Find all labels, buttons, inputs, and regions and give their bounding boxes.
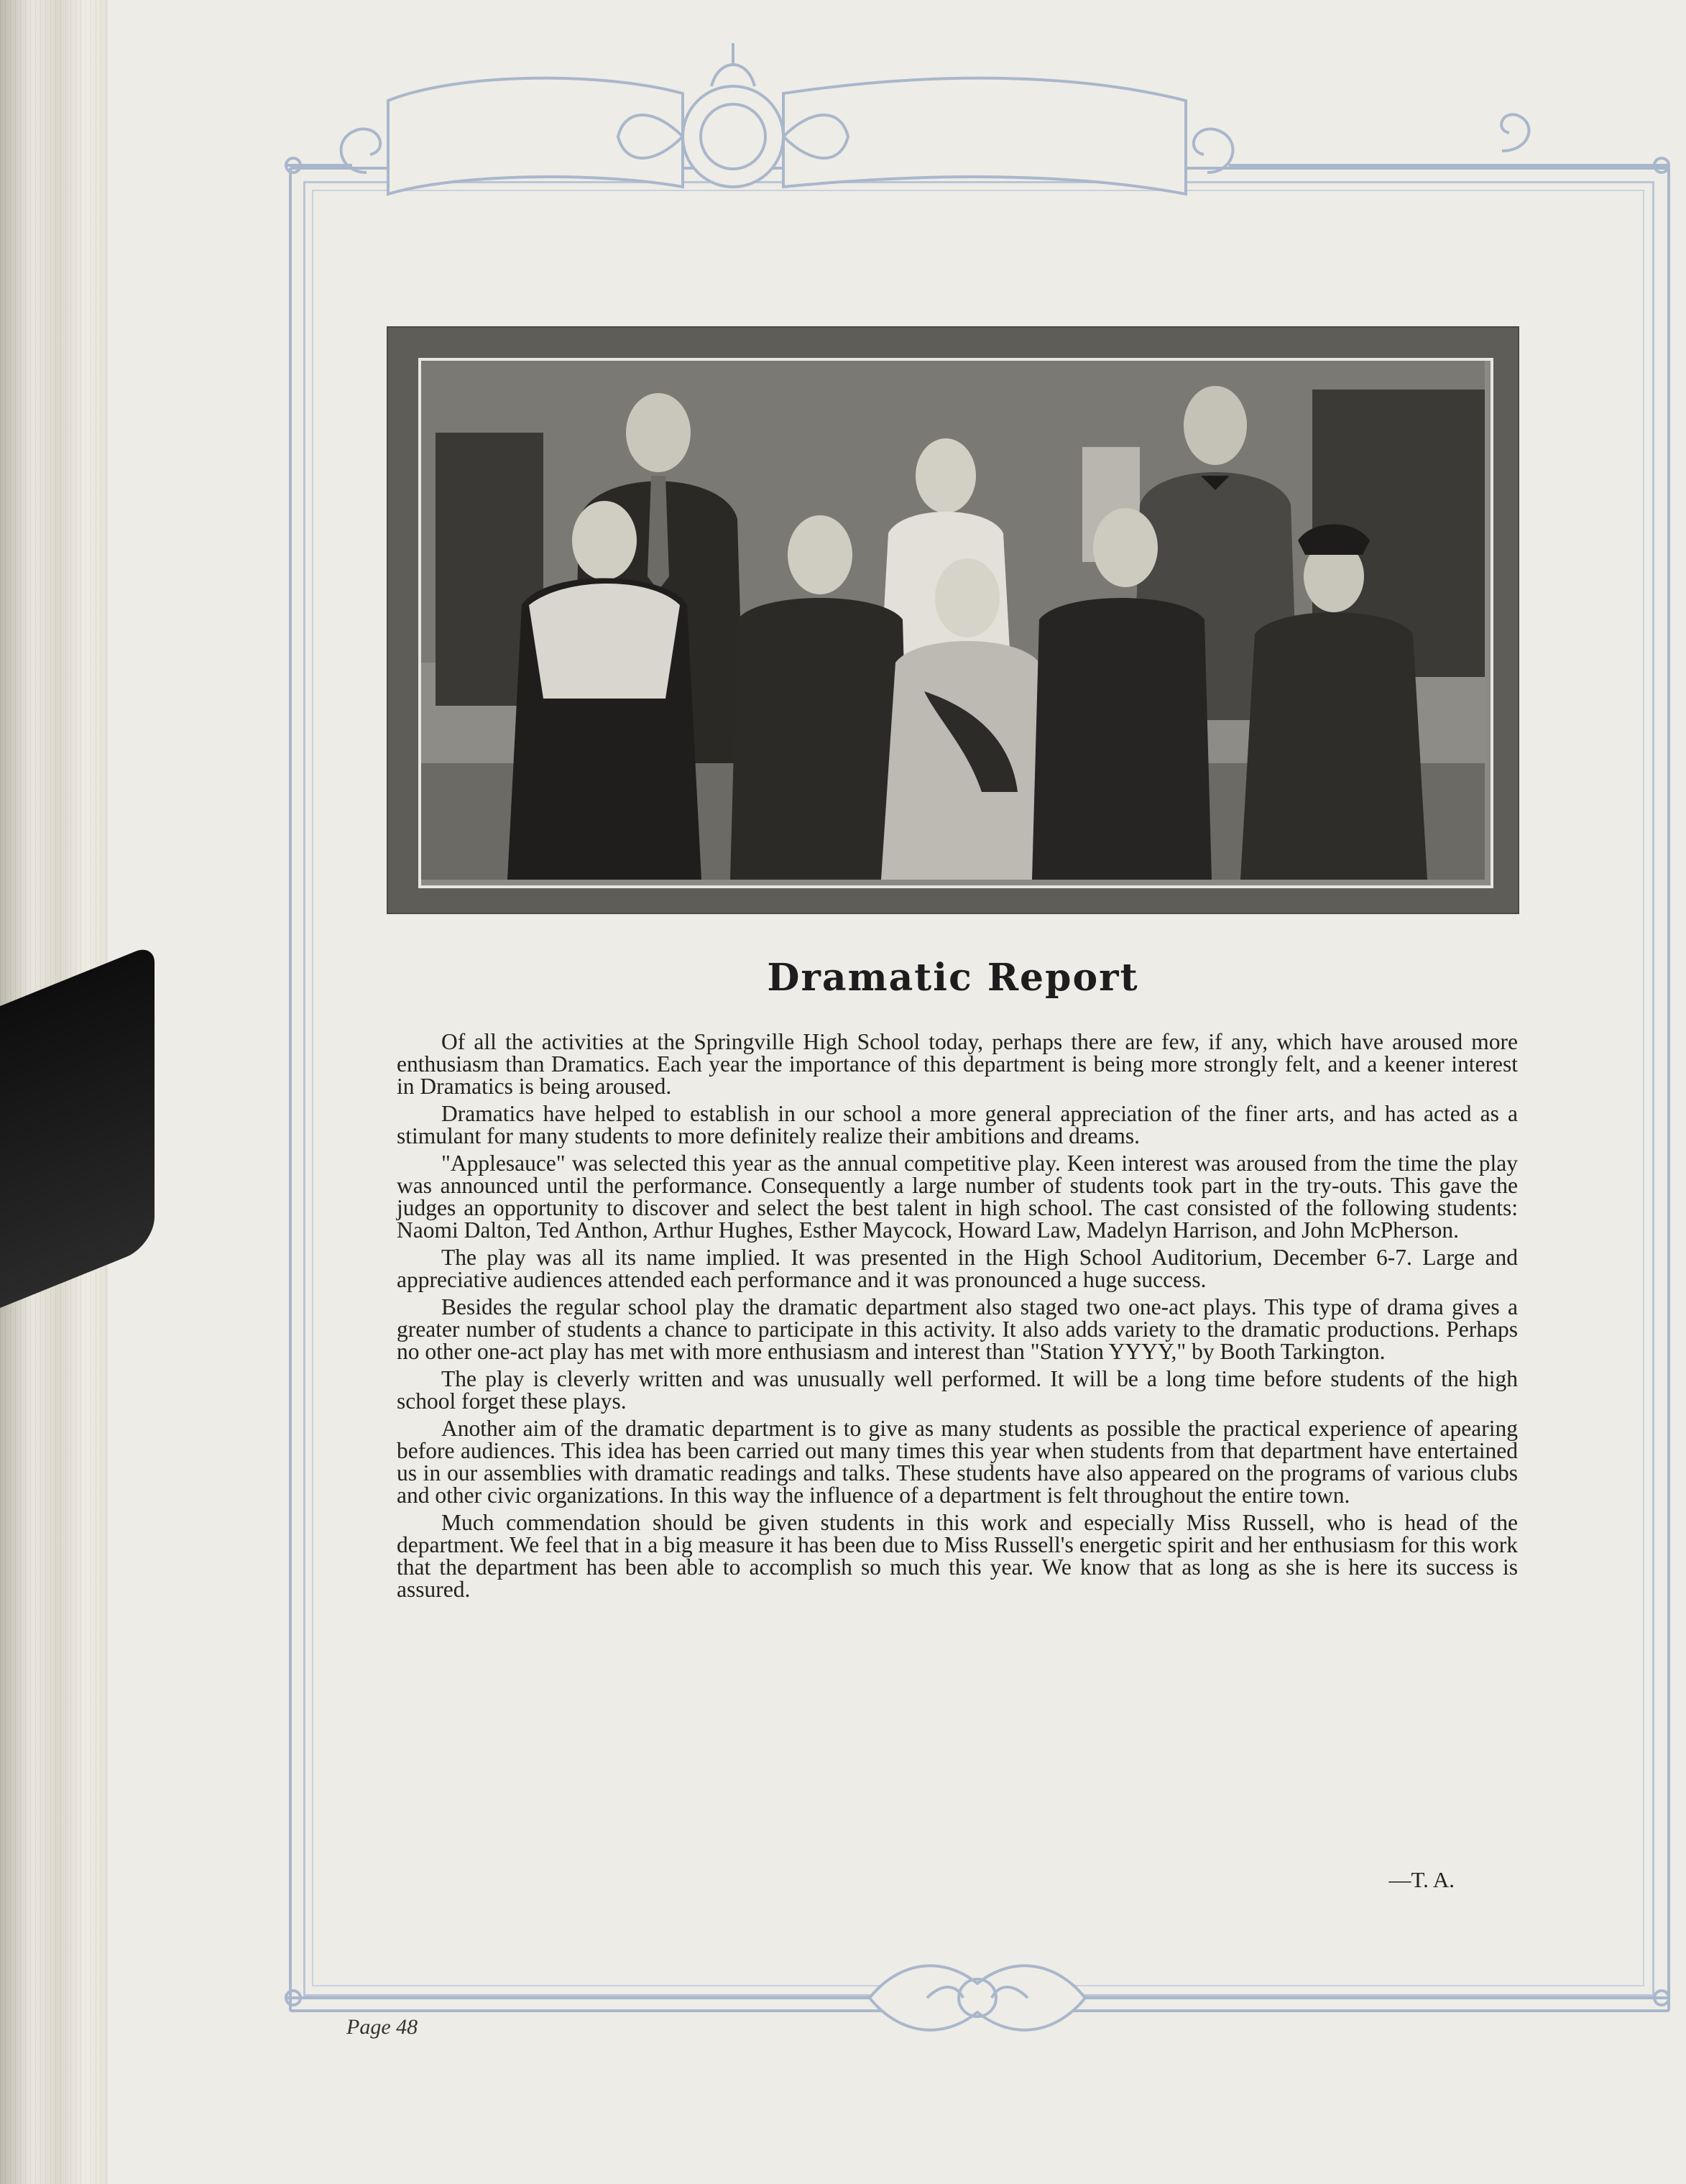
binder-clip [0, 944, 155, 1308]
paragraph: The play was all its name implied. It was presented in the High School Auditorium, December 6-7. Large and appreciative audiences attended each performance and it was pronounced a huge success. [397, 1245, 1518, 1292]
article-body [397, 1031, 1518, 1605]
page-title: Dramatic Report [767, 956, 1139, 1000]
paragraph: The play is cleverly written and was unusually well performed. It will be a long time before students of the high school forget these plays. [397, 1366, 1518, 1414]
group-photo-image [421, 361, 1485, 880]
paragraph: Much commendation should be given students in this work and especially Miss Russell, who is head of the department. We feel that in a big measure it has been due to Miss Russell's energetic spirit and her enthusiasm for this work that the department has been able to accomplish so much this year. We know that as long as she is here its success is assured. [397, 1510, 1518, 1602]
top-scroll-ornament [280, 43, 1675, 208]
page-number: Page 48 [346, 2015, 418, 2039]
paragraph: Besides the regular school play the dramatic department also staged two one-act plays. This type of drama gives a greater number of students a chance to participate in this activity. It also adds variety to the dramatic productions. Perhaps no other one-act play has met with more enthusiasm and interest than "Station YYYY," by Booth Tarkington. [397, 1294, 1518, 1364]
paragraph: Another aim of the dramatic department is to give as many students as possible the practical experience of apearing before audiences. This idea has been carried out many times this year when students from that department have entertained us in our assemblies with dramatic readings and talks. These students have also appeared on the programs of various clubs and other civic organizations. In this way the influence of a department is felt throughout the entire town. [397, 1416, 1518, 1508]
bottom-ornament [280, 1955, 1675, 2055]
paragraph: Dramatics have helped to establish in our school a more general appreciation of the finer arts, and has acted as a stimulant for many students to more definitely realize their ambitions and dreams. [397, 1101, 1518, 1148]
author-signature: —T. A. [1388, 1867, 1455, 1892]
paragraph: "Applesauce" was selected this year as the annual competitive play. Keen interest was aroused from the time the play was announced until the performance. Consequently a large number of students took part in the try-outs. This gave the judges an opportunity to discover and select the best talent in high school. The cast consisted of the following students: Naomi Dalton, Ted Anthon, Arthur Hughes, Esther Maycock, Howard Law, Madelyn Harrison, and John McPherson. [397, 1151, 1518, 1243]
group-photograph [418, 358, 1493, 888]
paragraph: Of all the activities at the Springville High School today, perhaps there are few, if any, which have aroused more enthusiasm than Dramatics. Each year the importance of this department is being more strongly felt, and a keener interest in Dramatics is being aroused. [397, 1029, 1518, 1099]
